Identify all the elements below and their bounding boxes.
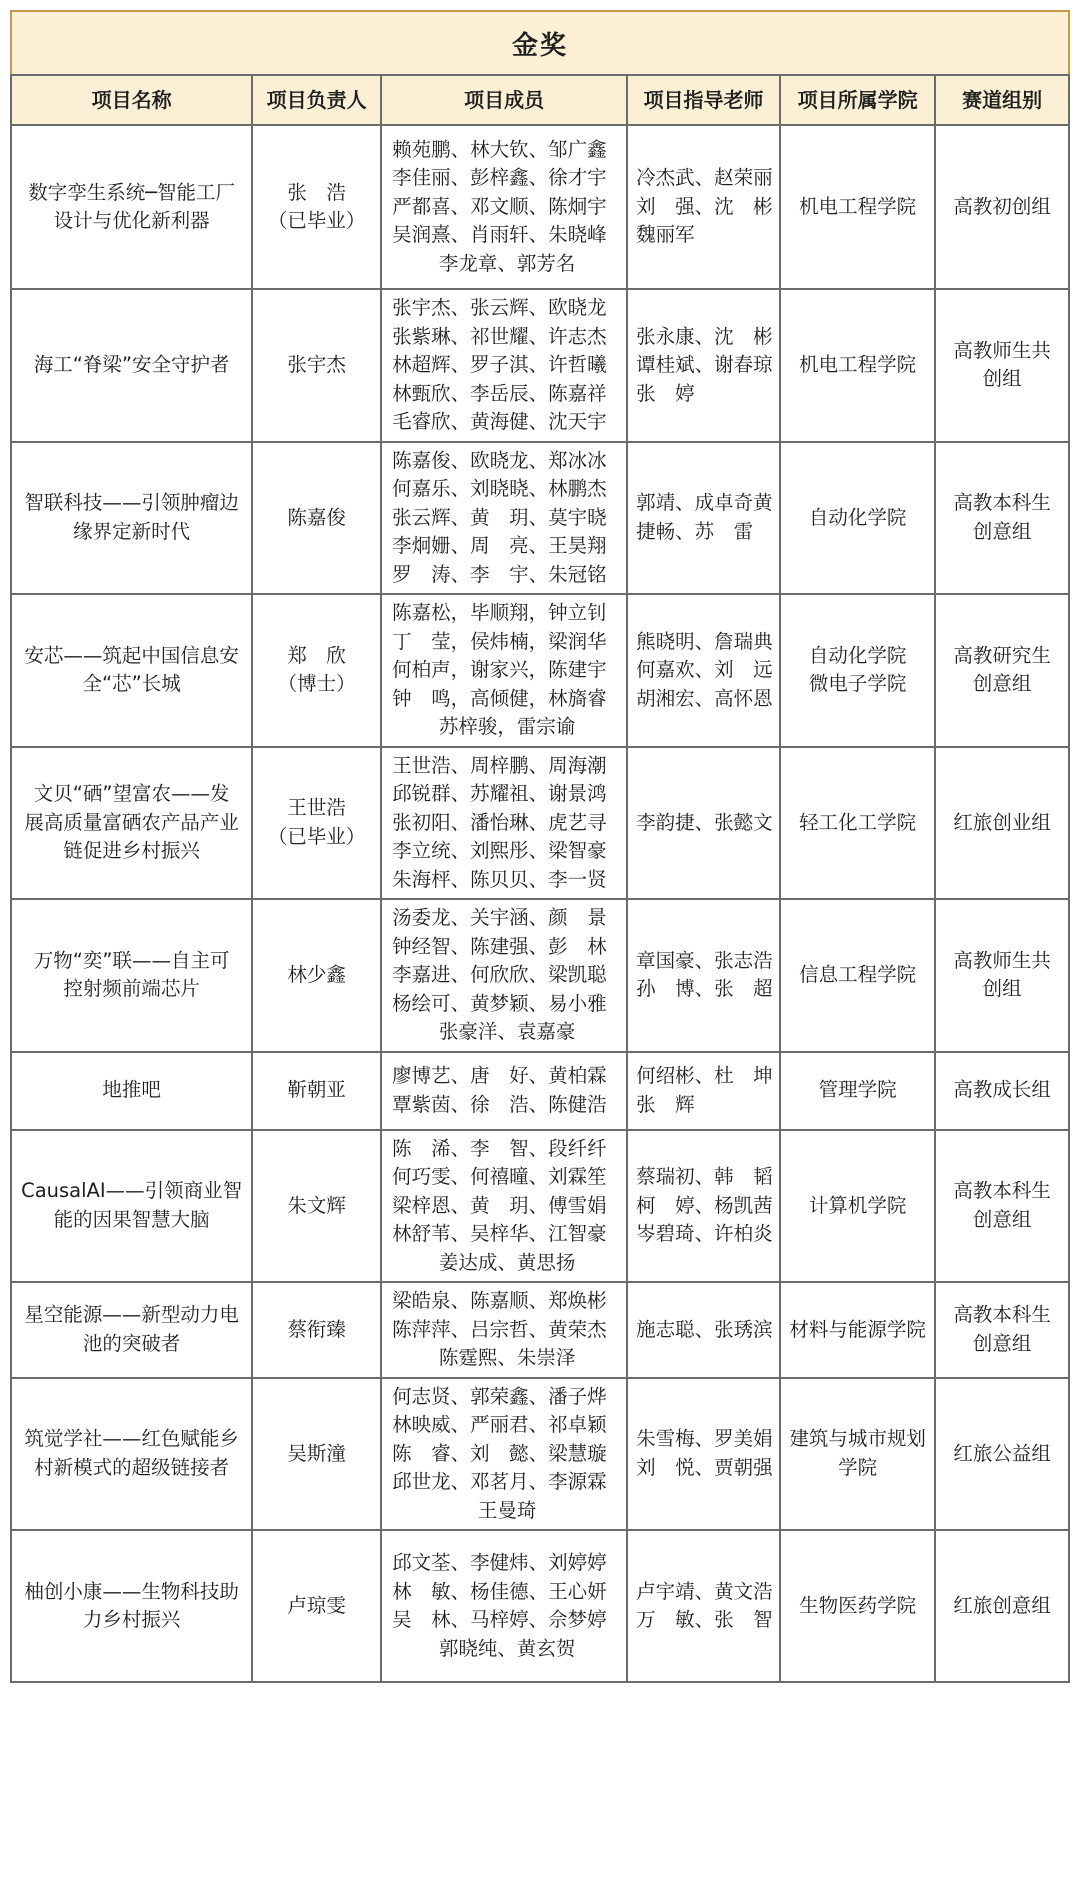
project-leader-cell [252, 1052, 381, 1130]
project-members-line: 罗 涛、李 宇、朱冠铭 [392, 562, 607, 586]
project-leader-line: 蔡衔臻 [287, 1317, 346, 1341]
college-cell [780, 1530, 935, 1682]
project-members-line: 廖博艺、唐 好、黄柏霖 [392, 1064, 607, 1087]
advisors-cell [627, 747, 780, 900]
advisors-line: 岑碧琦、许柏炎 [636, 1222, 773, 1245]
college-line: 建筑与城市规划 [789, 1427, 926, 1451]
project-leader-line: 吴斯潼 [287, 1441, 346, 1465]
project-name-cell [11, 289, 252, 442]
project-name-line: 池的突破者 [82, 1331, 181, 1355]
project-members-line: 姜达成、黄思扬 [438, 1250, 576, 1274]
project-members-line: 梁梓恩、黄 玥、傅雪娟 [392, 1193, 607, 1217]
project-name-line: 缘界定新时代 [73, 519, 191, 543]
project-leader-cell [252, 1130, 381, 1283]
project-members-line: 张紫琳、祁世耀、许志杰 [392, 324, 607, 348]
project-members-line: 严都喜、邓文顺、陈炯宇 [392, 194, 607, 218]
project-members-line: 林甄欣、李岳辰、陈嘉祥 [392, 381, 607, 405]
project-members-line: 张初阳、潘怡琳、虎艺寻 [392, 810, 607, 834]
project-name-cell [11, 1378, 252, 1531]
project-members-cell [381, 1530, 627, 1682]
track-line: 创组 [982, 367, 1022, 391]
project-name-line: 筑觉学社——红色赋能乡 [24, 1427, 239, 1451]
project-members-line: 朱海枰、陈贝贝、李一贤 [392, 867, 607, 891]
track-line: 高教初创组 [953, 194, 1051, 218]
project-members-line: 陈 浠、李 智、段纤纤 [392, 1136, 607, 1160]
project-members-line: 林超辉、罗子淇、许哲曦 [392, 353, 607, 376]
project-leader-line: （已毕业） [267, 209, 366, 232]
table-body [11, 125, 1069, 1682]
college-cell [780, 1378, 935, 1531]
project-name-line: CausalAI——引领商业智 [21, 1179, 243, 1203]
advisors-cell [627, 125, 780, 289]
advisors-line: 捷畅、苏 雷 [636, 519, 754, 543]
project-name-cell [11, 747, 252, 900]
advisors-line: 魏丽军 [636, 223, 695, 247]
header-track: 赛道组别 [935, 75, 1069, 125]
project-leader-cell [252, 1378, 381, 1531]
advisors-line: 谭桂斌、谢春琼 [636, 353, 773, 376]
project-members-cell [381, 1130, 627, 1283]
advisors-line: 冷杰武、赵荣丽 [636, 166, 773, 190]
project-leader-line: 卢琼雯 [287, 1593, 346, 1617]
project-members-line: 陈霆熙、朱崇泽 [438, 1346, 576, 1369]
track-line: 高教成长组 [953, 1078, 1051, 1102]
project-members-line: 杨绘可、黄梦颖、易小雅 [392, 991, 607, 1015]
advisors-cell [627, 1530, 780, 1682]
table-row [11, 125, 1069, 289]
project-name-line: 全“芯”长城 [82, 672, 181, 696]
project-members-line: 邱锐群、苏耀祖、谢景鸿 [392, 782, 607, 805]
track-line: 高教研究生 [953, 643, 1051, 667]
college-line: 计算机学院 [808, 1193, 907, 1217]
advisors-line: 刘 强、沈 彬 [636, 194, 773, 218]
project-leader-cell [252, 899, 381, 1052]
advisors-line: 万 敏、张 智 [636, 1608, 773, 1631]
college-line: 生物医药学院 [799, 1593, 917, 1617]
award-title: 金奖 [10, 10, 1070, 74]
header-college: 项目所属学院 [780, 75, 935, 125]
project-members-line: 李炯姗、周 亮、王昊翔 [392, 534, 607, 557]
advisors-cell [627, 594, 780, 747]
project-leader-line: 郑 欣 [287, 643, 346, 667]
award-table [10, 74, 1070, 1683]
college-line: 信息工程学院 [799, 963, 917, 986]
track-line: 高教本科生 [953, 491, 1051, 515]
project-members-line: 王世浩、周梓鹏、周海潮 [392, 753, 607, 777]
advisors-cell [627, 1130, 780, 1283]
project-name-line: 智联科技——引领肿瘤边 [24, 491, 239, 515]
track-line: 高教本科生 [953, 1303, 1051, 1327]
project-members-line: 毛睿欣、黄海健、沈天宇 [392, 410, 607, 433]
project-members-line: 邱世龙、邓茗月、李源霖 [392, 1470, 607, 1493]
project-members-line: 何志贤、郭荣鑫、潘子烨 [392, 1384, 607, 1408]
college-cell [780, 747, 935, 900]
project-members-line: 何嘉乐、刘晓晓、林鹏杰 [392, 477, 607, 500]
track-line: 高教师生共 [953, 338, 1051, 362]
track-line: 红旅创业组 [953, 810, 1051, 834]
header-advisors: 项目指导老师 [627, 75, 780, 125]
project-name-line: 展高质量富硒农产品产业 [24, 810, 239, 834]
project-members-line: 陈 睿、刘 懿、梁慧璇 [392, 1441, 607, 1465]
college-line: 自动化学院 [808, 643, 907, 667]
project-members-line: 陈嘉松，毕顺翔，钟立钊 [392, 601, 607, 624]
advisors-line: 何绍彬、杜 坤 [636, 1064, 773, 1087]
track-line: 高教本科生 [953, 1179, 1051, 1203]
award-document [10, 10, 1070, 1872]
project-name-line: 星空能源——新型动力电 [24, 1303, 239, 1327]
project-members-line: 丁 莹，侯炜楠，梁润华 [392, 629, 607, 653]
advisors-line: 卢宇靖、黄文浩 [636, 1579, 773, 1603]
project-members-cell [381, 747, 627, 900]
track-line: 创组 [982, 977, 1022, 1001]
project-members-cell [381, 594, 627, 747]
project-name-line: 控射频前端芯片 [63, 977, 200, 1001]
project-members-line: 苏梓骏，雷宗谕 [438, 715, 576, 738]
table-header-row [11, 75, 1069, 125]
project-leader-line: 张 浩 [287, 180, 346, 204]
project-name-cell [11, 125, 252, 289]
project-name-line: 文贝“硒”望富农——发 [33, 782, 230, 805]
track-cell [935, 899, 1069, 1052]
advisors-line: 章国豪、张志浩 [636, 948, 773, 972]
project-members-line: 李佳丽、彭梓鑫、徐才宇 [392, 166, 607, 190]
project-name-cell [11, 1530, 252, 1682]
track-cell [935, 1530, 1069, 1682]
project-members-line: 李立统、刘熙彤、梁智豪 [392, 839, 607, 862]
project-name-cell [11, 899, 252, 1052]
project-members-line: 陈萍萍、吕宗哲、黄荣杰 [392, 1317, 607, 1341]
track-line: 创意组 [972, 519, 1032, 543]
college-line: 管理学院 [818, 1078, 897, 1102]
project-leader-line: 靳朝亚 [287, 1078, 346, 1102]
college-cell [780, 1282, 935, 1378]
advisors-cell [627, 1282, 780, 1378]
project-leader-line: （已毕业） [267, 824, 366, 848]
project-leader-line: 朱文辉 [287, 1193, 346, 1217]
project-members-cell [381, 125, 627, 289]
project-members-line: 何柏声，谢家兴，陈建宇 [392, 658, 607, 681]
project-name-line: 万物“奕”联——自主可 [33, 948, 230, 972]
track-line: 创意组 [972, 1207, 1032, 1231]
project-leader-line: 林少鑫 [287, 963, 346, 986]
advisors-cell [627, 442, 780, 595]
track-cell [935, 442, 1069, 595]
project-name-line: 数字孪生系统─智能工厂 [28, 180, 235, 204]
college-line: 轻工化工学院 [799, 810, 917, 834]
track-line: 创意组 [972, 1331, 1032, 1355]
project-members-line: 林映威、严丽君、祁卓颖 [392, 1413, 607, 1436]
advisors-line: 李韵捷、张懿文 [636, 810, 773, 834]
track-cell [935, 1052, 1069, 1130]
advisors-line: 张 婷 [636, 381, 695, 405]
project-name-line: 地推吧 [102, 1078, 161, 1102]
header-project-name: 项目名称 [11, 75, 252, 125]
advisors-cell [627, 1052, 780, 1130]
project-members-line: 李龙章、郭芳名 [438, 251, 576, 275]
track-line: 红旅创意组 [953, 1593, 1051, 1617]
college-cell [780, 899, 935, 1052]
project-members-line: 赖苑鹏、林大钦、邹广鑫 [392, 137, 607, 161]
table-row [11, 1530, 1069, 1682]
advisors-line: 胡湘宏、高怀恩 [636, 686, 773, 710]
table-row [11, 594, 1069, 747]
project-name-cell [11, 1052, 252, 1130]
project-members-cell [381, 1378, 627, 1531]
project-leader-cell [252, 289, 381, 442]
track-line: 红旅公益组 [953, 1441, 1051, 1465]
project-members-line: 汤委龙、关宇涵、颜 景 [392, 906, 607, 929]
project-members-line: 李嘉进、何欣欣、梁凯聪 [392, 963, 607, 986]
project-members-line: 梁皓泉、陈嘉顺、郑焕彬 [392, 1289, 607, 1312]
college-line: 机电工程学院 [799, 353, 917, 376]
project-name-cell [11, 1282, 252, 1378]
table-row [11, 747, 1069, 900]
project-name-line: 链促进乡村振兴 [63, 839, 200, 862]
project-members-line: 王曼琦 [477, 1498, 537, 1522]
advisors-cell [627, 1378, 780, 1531]
project-members-cell [381, 1282, 627, 1378]
project-leader-cell [252, 125, 381, 289]
project-leader-line: 陈嘉俊 [287, 505, 346, 529]
advisors-cell [627, 899, 780, 1052]
track-line: 高教师生共 [953, 948, 1051, 972]
project-members-line: 张豪洋、袁嘉豪 [438, 1020, 576, 1043]
table-row [11, 1378, 1069, 1531]
project-members-line: 邱文荃、李健炜、刘婷婷 [392, 1551, 607, 1574]
project-name-line: 村新模式的超级链接者 [34, 1455, 230, 1479]
project-name-line: 能的因果智慧大脑 [53, 1207, 210, 1231]
project-members-line: 郭晓纯、黄玄贺 [438, 1636, 576, 1660]
college-line: 材料与能源学院 [789, 1317, 926, 1341]
advisors-line: 郭靖、成卓奇黄 [636, 491, 773, 515]
project-members-line: 张云辉、黄 玥、莫宇晓 [392, 505, 607, 529]
project-leader-cell [252, 747, 381, 900]
track-cell [935, 125, 1069, 289]
college-line: 机电工程学院 [799, 194, 917, 218]
table-row [11, 289, 1069, 442]
college-cell [780, 1052, 935, 1130]
project-members-line: 林舒苇、吴梓华、江智豪 [392, 1222, 607, 1245]
advisors-line: 孙 博、张 超 [636, 977, 773, 1001]
project-name-cell [11, 442, 252, 595]
track-cell [935, 289, 1069, 442]
project-members-cell [381, 289, 627, 442]
advisors-line: 蔡瑞初、韩 韬 [636, 1165, 773, 1188]
track-cell [935, 1282, 1069, 1378]
advisors-cell [627, 289, 780, 442]
project-members-line: 陈嘉俊、欧晓龙、郑冰冰 [392, 448, 607, 472]
project-members-cell [381, 1052, 627, 1130]
project-members-line: 吴 林、马梓婷、佘梦婷 [392, 1608, 607, 1631]
project-name-line: 设计与优化新利器 [53, 209, 210, 232]
table-row [11, 1052, 1069, 1130]
college-cell [780, 442, 935, 595]
project-members-cell [381, 899, 627, 1052]
advisors-line: 何嘉欢、刘 远 [636, 658, 773, 681]
college-line: 学院 [838, 1455, 878, 1479]
project-leader-line: 王世浩 [287, 796, 346, 820]
project-members-line: 钟经智、陈建强、彭 林 [392, 934, 607, 958]
table-row [11, 442, 1069, 595]
project-members-line: 何巧雯、何禧曈、刘霖笙 [392, 1165, 607, 1188]
project-members-line: 覃紫茵、徐 浩、陈健浩 [392, 1092, 607, 1116]
project-leader-cell [252, 1282, 381, 1378]
track-line: 创意组 [972, 672, 1032, 696]
project-leader-cell [252, 442, 381, 595]
project-leader-cell [252, 1530, 381, 1682]
project-members-line: 钟 鸣，高倾健，林旖睿 [392, 686, 607, 710]
advisors-line: 熊晓明、詹瑞典 [636, 629, 773, 653]
project-leader-cell [252, 594, 381, 747]
college-cell [780, 594, 935, 747]
track-cell [935, 747, 1069, 900]
project-name-cell [11, 594, 252, 747]
project-members-cell [381, 442, 627, 595]
advisors-line: 柯 婷、杨凯茜 [636, 1193, 773, 1217]
college-cell [780, 125, 935, 289]
project-members-line: 吴润熹、肖雨轩、朱晓峰 [392, 223, 607, 247]
table-row [11, 1282, 1069, 1378]
track-cell [935, 594, 1069, 747]
project-name-line: 柚创小康——生物科技助 [24, 1579, 239, 1603]
project-members-line: 张宇杰、张云辉、欧晓龙 [392, 296, 607, 319]
project-name-line: 海工“脊梁”安全守护者 [33, 353, 230, 376]
track-cell [935, 1378, 1069, 1531]
college-line: 自动化学院 [808, 505, 907, 529]
project-leader-line: （博士） [277, 672, 356, 696]
advisors-line: 施志聪、张琇滨 [636, 1317, 773, 1341]
table-row [11, 899, 1069, 1052]
header-project-leader: 项目负责人 [252, 75, 381, 125]
table-row [11, 1130, 1069, 1283]
header-project-members: 项目成员 [381, 75, 627, 125]
college-cell [780, 289, 935, 442]
advisors-line: 刘 悦、贾朝强 [636, 1455, 773, 1479]
advisors-line: 张永康、沈 彬 [636, 324, 773, 348]
project-name-line: 力乡村振兴 [82, 1608, 181, 1631]
advisors-line: 朱雪梅、罗美娟 [636, 1427, 773, 1451]
college-line: 微电子学院 [808, 672, 907, 696]
advisors-line: 张 辉 [636, 1092, 695, 1116]
track-cell [935, 1130, 1069, 1283]
project-members-line: 林 敏、杨佳德、王心妍 [392, 1579, 607, 1603]
project-name-line: 安芯——筑起中国信息安 [24, 643, 239, 667]
project-name-cell [11, 1130, 252, 1283]
project-leader-line: 张宇杰 [287, 353, 346, 376]
college-cell [780, 1130, 935, 1283]
